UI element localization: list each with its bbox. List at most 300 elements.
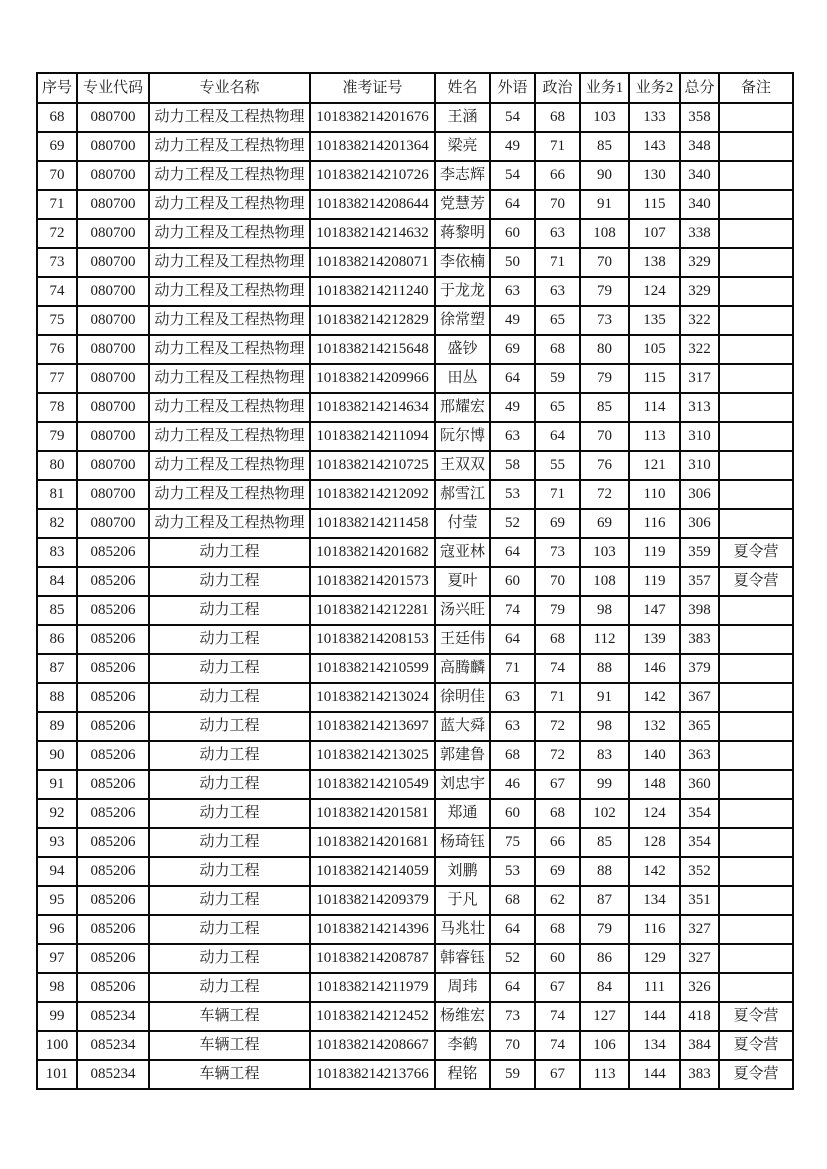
table-cell: 99 <box>580 770 629 799</box>
table-cell: 63 <box>490 712 535 741</box>
table-cell: 135 <box>629 306 680 335</box>
table-cell: 080700 <box>77 277 149 306</box>
table-cell <box>719 364 793 393</box>
column-header: 准考证号 <box>310 73 435 103</box>
table-cell: 63 <box>535 219 580 248</box>
table-cell <box>719 654 793 683</box>
table-cell: 91 <box>37 770 77 799</box>
table-cell: 110 <box>629 480 680 509</box>
table-cell: 85 <box>580 828 629 857</box>
table-cell: 64 <box>490 915 535 944</box>
table-cell <box>719 944 793 973</box>
table-cell: 127 <box>580 1002 629 1031</box>
table-cell: 70 <box>490 1031 535 1060</box>
table-row <box>37 480 793 509</box>
table-cell: 81 <box>37 480 77 509</box>
table-cell: 60 <box>535 944 580 973</box>
table-cell: 87 <box>580 886 629 915</box>
table-cell <box>719 248 793 277</box>
table-cell: 73 <box>580 306 629 335</box>
table-cell: 郭建鲁 <box>435 741 490 770</box>
table-cell: 于龙龙 <box>435 277 490 306</box>
table-cell: 140 <box>629 741 680 770</box>
table-cell: 71 <box>490 654 535 683</box>
table-cell: 蒋黎明 <box>435 219 490 248</box>
table-cell: 72 <box>535 712 580 741</box>
table-cell: 359 <box>680 538 719 567</box>
table-cell: 54 <box>490 161 535 190</box>
table-cell: 王廷伟 <box>435 625 490 654</box>
table-cell <box>719 828 793 857</box>
table-cell: 程铭 <box>435 1060 490 1089</box>
table-cell: 128 <box>629 828 680 857</box>
table-row <box>37 944 793 973</box>
table-cell: 99 <box>37 1002 77 1031</box>
table-cell: 085234 <box>77 1002 149 1031</box>
table-cell: 69 <box>37 132 77 161</box>
table-cell: 101838214201364 <box>310 132 435 161</box>
table-cell: 148 <box>629 770 680 799</box>
table-cell: 085234 <box>77 1060 149 1089</box>
table-cell: 动力工程 <box>149 567 310 596</box>
table-cell: 动力工程及工程热物理 <box>149 161 310 190</box>
table-cell <box>719 219 793 248</box>
table-cell: 74 <box>535 1002 580 1031</box>
column-header: 业务2 <box>629 73 680 103</box>
table-cell: 101 <box>37 1060 77 1089</box>
table-cell: 80 <box>37 451 77 480</box>
table-cell: 54 <box>490 103 535 132</box>
table-cell: 68 <box>535 103 580 132</box>
table-cell <box>719 915 793 944</box>
table-cell: 114 <box>629 393 680 422</box>
table-cell: 李志辉 <box>435 161 490 190</box>
table-cell: 64 <box>490 190 535 219</box>
table-cell: 146 <box>629 654 680 683</box>
table-cell: 动力工程及工程热物理 <box>149 103 310 132</box>
table-cell: 98 <box>580 712 629 741</box>
table-cell: 144 <box>629 1002 680 1031</box>
table-cell: 动力工程 <box>149 625 310 654</box>
table-row <box>37 277 793 306</box>
table-cell: 83 <box>37 538 77 567</box>
table-cell: 79 <box>580 277 629 306</box>
table-cell: 64 <box>535 422 580 451</box>
table-cell: 90 <box>580 161 629 190</box>
table-cell: 398 <box>680 596 719 625</box>
table-cell: 86 <box>580 944 629 973</box>
table-cell: 83 <box>580 741 629 770</box>
table-cell: 70 <box>37 161 77 190</box>
table-cell: 64 <box>490 364 535 393</box>
table-cell: 68 <box>535 335 580 364</box>
table-row <box>37 306 793 335</box>
table-cell: 动力工程 <box>149 857 310 886</box>
table-cell: 080700 <box>77 422 149 451</box>
table-cell: 080700 <box>77 190 149 219</box>
table-cell: 142 <box>629 857 680 886</box>
table-cell: 62 <box>535 886 580 915</box>
table-cell: 田丛 <box>435 364 490 393</box>
table-cell: 周玮 <box>435 973 490 1002</box>
table-cell: 92 <box>37 799 77 828</box>
table-cell: 085206 <box>77 886 149 915</box>
table-cell: 王双双 <box>435 451 490 480</box>
table-cell: 322 <box>680 335 719 364</box>
table-cell: 夏令营 <box>719 567 793 596</box>
table-cell: 动力工程 <box>149 828 310 857</box>
table-cell: 101838214214632 <box>310 219 435 248</box>
table-cell: 63 <box>490 277 535 306</box>
table-cell: 动力工程及工程热物理 <box>149 364 310 393</box>
table-cell: 080700 <box>77 132 149 161</box>
table-cell: 郑通 <box>435 799 490 828</box>
table-row <box>37 857 793 886</box>
table-cell: 70 <box>580 248 629 277</box>
table-cell: 085206 <box>77 596 149 625</box>
table-cell <box>719 422 793 451</box>
table-cell: 49 <box>490 132 535 161</box>
table-cell: 52 <box>490 944 535 973</box>
table-cell: 刘忠宇 <box>435 770 490 799</box>
column-header: 姓名 <box>435 73 490 103</box>
table-cell: 113 <box>580 1060 629 1089</box>
table-cell: 68 <box>535 799 580 828</box>
table-row <box>37 1002 793 1031</box>
table-cell: 63 <box>490 422 535 451</box>
table-cell: 60 <box>490 799 535 828</box>
table-cell: 88 <box>580 857 629 886</box>
table-cell: 101838214208644 <box>310 190 435 219</box>
table-cell: 383 <box>680 625 719 654</box>
table-cell: 121 <box>629 451 680 480</box>
table-cell: 65 <box>535 393 580 422</box>
table-cell: 085206 <box>77 828 149 857</box>
table-cell: 101838214201676 <box>310 103 435 132</box>
table-cell: 73 <box>535 538 580 567</box>
table-row <box>37 393 793 422</box>
table-cell: 085206 <box>77 770 149 799</box>
table-cell: 88 <box>37 683 77 712</box>
table-cell: 111 <box>629 973 680 1002</box>
table-cell: 夏叶 <box>435 567 490 596</box>
table-cell: 101838214211458 <box>310 509 435 538</box>
table-cell: 阮尔博 <box>435 422 490 451</box>
table-cell: 101838214213697 <box>310 712 435 741</box>
table-cell: 360 <box>680 770 719 799</box>
table-cell: 70 <box>580 422 629 451</box>
table-cell: 46 <box>490 770 535 799</box>
table-cell: 59 <box>490 1060 535 1089</box>
table-cell <box>719 712 793 741</box>
table-cell: 327 <box>680 915 719 944</box>
table-cell: 080700 <box>77 161 149 190</box>
table-cell: 101838214215648 <box>310 335 435 364</box>
table-cell <box>719 799 793 828</box>
table-cell: 动力工程及工程热物理 <box>149 335 310 364</box>
table-cell: 64 <box>490 973 535 1002</box>
table-cell: 116 <box>629 915 680 944</box>
table-cell: 310 <box>680 451 719 480</box>
table-cell: 84 <box>37 567 77 596</box>
table-row <box>37 335 793 364</box>
table-cell: 085234 <box>77 1031 149 1060</box>
table-cell: 98 <box>37 973 77 1002</box>
table-cell <box>719 857 793 886</box>
table-cell: 101838214209966 <box>310 364 435 393</box>
table-cell: 79 <box>535 596 580 625</box>
table-cell: 72 <box>535 741 580 770</box>
table-cell: 于凡 <box>435 886 490 915</box>
table-cell: 306 <box>680 509 719 538</box>
table-cell: 李鹤 <box>435 1031 490 1060</box>
table-cell: 53 <box>490 857 535 886</box>
table-cell: 郝雪江 <box>435 480 490 509</box>
table-cell <box>719 886 793 915</box>
table-cell: 寇亚林 <box>435 538 490 567</box>
table-cell: 79 <box>580 364 629 393</box>
table-cell: 49 <box>490 393 535 422</box>
table-cell: 64 <box>490 538 535 567</box>
table-cell: 080700 <box>77 248 149 277</box>
table-cell: 329 <box>680 248 719 277</box>
table-cell: 58 <box>490 451 535 480</box>
table-cell: 124 <box>629 277 680 306</box>
table-cell: 67 <box>535 973 580 1002</box>
table-cell: 74 <box>535 654 580 683</box>
table-cell: 动力工程及工程热物理 <box>149 480 310 509</box>
table-cell: 085206 <box>77 857 149 886</box>
table-cell: 119 <box>629 538 680 567</box>
table-cell: 101838214214396 <box>310 915 435 944</box>
column-header: 序号 <box>37 73 77 103</box>
table-cell: 112 <box>580 625 629 654</box>
table-cell: 080700 <box>77 103 149 132</box>
table-cell: 143 <box>629 132 680 161</box>
table-cell: 338 <box>680 219 719 248</box>
table-cell: 动力工程及工程热物理 <box>149 451 310 480</box>
table-cell: 86 <box>37 625 77 654</box>
table-cell: 95 <box>37 886 77 915</box>
table-cell: 69 <box>580 509 629 538</box>
table-row <box>37 1060 793 1089</box>
table-cell: 76 <box>580 451 629 480</box>
table-cell: 71 <box>535 132 580 161</box>
table-cell: 103 <box>580 538 629 567</box>
table-cell: 103 <box>580 103 629 132</box>
table-cell: 84 <box>580 973 629 1002</box>
table-cell: 动力工程 <box>149 944 310 973</box>
column-header: 备注 <box>719 73 793 103</box>
table-cell: 115 <box>629 364 680 393</box>
table-cell: 085206 <box>77 799 149 828</box>
table-cell: 101838214208667 <box>310 1031 435 1060</box>
table-cell: 杨维宏 <box>435 1002 490 1031</box>
table-cell: 82 <box>37 509 77 538</box>
table-cell: 327 <box>680 944 719 973</box>
table-cell: 101838214212092 <box>310 480 435 509</box>
table-cell: 徐常塑 <box>435 306 490 335</box>
table-cell: 71 <box>535 480 580 509</box>
table-cell <box>719 393 793 422</box>
table-cell: 60 <box>490 567 535 596</box>
table-cell: 107 <box>629 219 680 248</box>
table-cell: 379 <box>680 654 719 683</box>
table-cell: 动力工程 <box>149 770 310 799</box>
table-cell: 69 <box>535 857 580 886</box>
table-cell: 085206 <box>77 538 149 567</box>
column-header: 外语 <box>490 73 535 103</box>
table-cell: 87 <box>37 654 77 683</box>
table-cell: 85 <box>580 393 629 422</box>
table-cell: 132 <box>629 712 680 741</box>
table-cell: 夏令营 <box>719 1060 793 1089</box>
table-cell: 080700 <box>77 219 149 248</box>
table-cell: 101838214212829 <box>310 306 435 335</box>
table-cell: 101838214208153 <box>310 625 435 654</box>
table-row <box>37 451 793 480</box>
table-cell: 盛钞 <box>435 335 490 364</box>
table-cell: 徐明佳 <box>435 683 490 712</box>
table-cell: 动力工程及工程热物理 <box>149 132 310 161</box>
table-row <box>37 219 793 248</box>
table-row <box>37 538 793 567</box>
table-cell: 夏令营 <box>719 1031 793 1060</box>
table-cell: 68 <box>535 625 580 654</box>
table-cell: 60 <box>490 219 535 248</box>
table-cell: 101838214211240 <box>310 277 435 306</box>
table-cell: 高腾麟 <box>435 654 490 683</box>
table-cell: 085206 <box>77 567 149 596</box>
table-cell: 085206 <box>77 915 149 944</box>
column-header: 业务1 <box>580 73 629 103</box>
table-cell: 101838214201573 <box>310 567 435 596</box>
table-cell: 64 <box>490 625 535 654</box>
table-cell: 352 <box>680 857 719 886</box>
table-cell: 李依楠 <box>435 248 490 277</box>
table-cell: 夏令营 <box>719 538 793 567</box>
table-cell: 65 <box>535 306 580 335</box>
table-row <box>37 161 793 190</box>
table-cell: 115 <box>629 190 680 219</box>
table-cell: 340 <box>680 161 719 190</box>
table-cell: 134 <box>629 1031 680 1060</box>
table-cell: 动力工程 <box>149 973 310 1002</box>
table-cell: 418 <box>680 1002 719 1031</box>
table-cell <box>719 277 793 306</box>
table-cell: 75 <box>490 828 535 857</box>
table-cell: 74 <box>535 1031 580 1060</box>
table-cell: 144 <box>629 1060 680 1089</box>
header-row <box>37 73 793 103</box>
table-cell <box>719 480 793 509</box>
table-cell: 89 <box>37 712 77 741</box>
table-cell: 车辆工程 <box>149 1031 310 1060</box>
table-row <box>37 132 793 161</box>
table-cell <box>719 335 793 364</box>
table-cell: 90 <box>37 741 77 770</box>
table-cell: 动力工程及工程热物理 <box>149 306 310 335</box>
table-cell: 348 <box>680 132 719 161</box>
table-cell: 67 <box>535 770 580 799</box>
table-cell: 49 <box>490 306 535 335</box>
table-cell: 085206 <box>77 654 149 683</box>
table-cell: 363 <box>680 741 719 770</box>
table-row <box>37 886 793 915</box>
table-cell: 101838214213025 <box>310 741 435 770</box>
table-cell: 106 <box>580 1031 629 1060</box>
table-cell: 102 <box>580 799 629 828</box>
table-cell: 134 <box>629 886 680 915</box>
table-cell: 动力工程 <box>149 683 310 712</box>
column-header: 总分 <box>680 73 719 103</box>
table-cell: 动力工程及工程热物理 <box>149 190 310 219</box>
table-cell: 72 <box>580 480 629 509</box>
table-cell <box>719 306 793 335</box>
table-cell: 78 <box>37 393 77 422</box>
table-row <box>37 567 793 596</box>
table-cell: 105 <box>629 335 680 364</box>
table-cell <box>719 103 793 132</box>
table-cell: 蓝大舜 <box>435 712 490 741</box>
table-cell: 91 <box>580 683 629 712</box>
table-cell: 133 <box>629 103 680 132</box>
table-cell: 汤兴旺 <box>435 596 490 625</box>
table-cell: 085206 <box>77 741 149 770</box>
table-cell: 53 <box>490 480 535 509</box>
table-cell: 动力工程及工程热物理 <box>149 219 310 248</box>
table-cell: 85 <box>580 132 629 161</box>
table-cell: 101838214208787 <box>310 944 435 973</box>
table-cell: 101838214214059 <box>310 857 435 886</box>
table-cell: 326 <box>680 973 719 1002</box>
score-table <box>36 72 794 1090</box>
table-row <box>37 364 793 393</box>
table-cell: 101838214210725 <box>310 451 435 480</box>
table-cell: 69 <box>535 509 580 538</box>
column-header: 专业名称 <box>149 73 310 103</box>
table-cell <box>719 683 793 712</box>
table-cell: 动力工程 <box>149 915 310 944</box>
table-cell: 70 <box>535 190 580 219</box>
table-cell: 383 <box>680 1060 719 1089</box>
table-cell: 101838214201682 <box>310 538 435 567</box>
table-cell: 351 <box>680 886 719 915</box>
table-cell <box>719 741 793 770</box>
table-cell: 138 <box>629 248 680 277</box>
table-cell: 68 <box>490 741 535 770</box>
table-cell: 101838214213024 <box>310 683 435 712</box>
table-cell: 79 <box>37 422 77 451</box>
table-cell: 340 <box>680 190 719 219</box>
table-cell: 夏令营 <box>719 1002 793 1031</box>
table-cell: 139 <box>629 625 680 654</box>
table-cell: 70 <box>535 567 580 596</box>
table-cell: 384 <box>680 1031 719 1060</box>
table-cell: 动力工程 <box>149 712 310 741</box>
table-cell: 76 <box>37 335 77 364</box>
table-cell: 75 <box>37 306 77 335</box>
table-cell: 124 <box>629 799 680 828</box>
table-cell: 354 <box>680 799 719 828</box>
table-cell: 59 <box>535 364 580 393</box>
table-cell: 101838214213766 <box>310 1060 435 1089</box>
table-cell: 付莹 <box>435 509 490 538</box>
table-row <box>37 770 793 799</box>
table-row <box>37 190 793 219</box>
table-cell: 71 <box>535 248 580 277</box>
table-cell: 73 <box>490 1002 535 1031</box>
